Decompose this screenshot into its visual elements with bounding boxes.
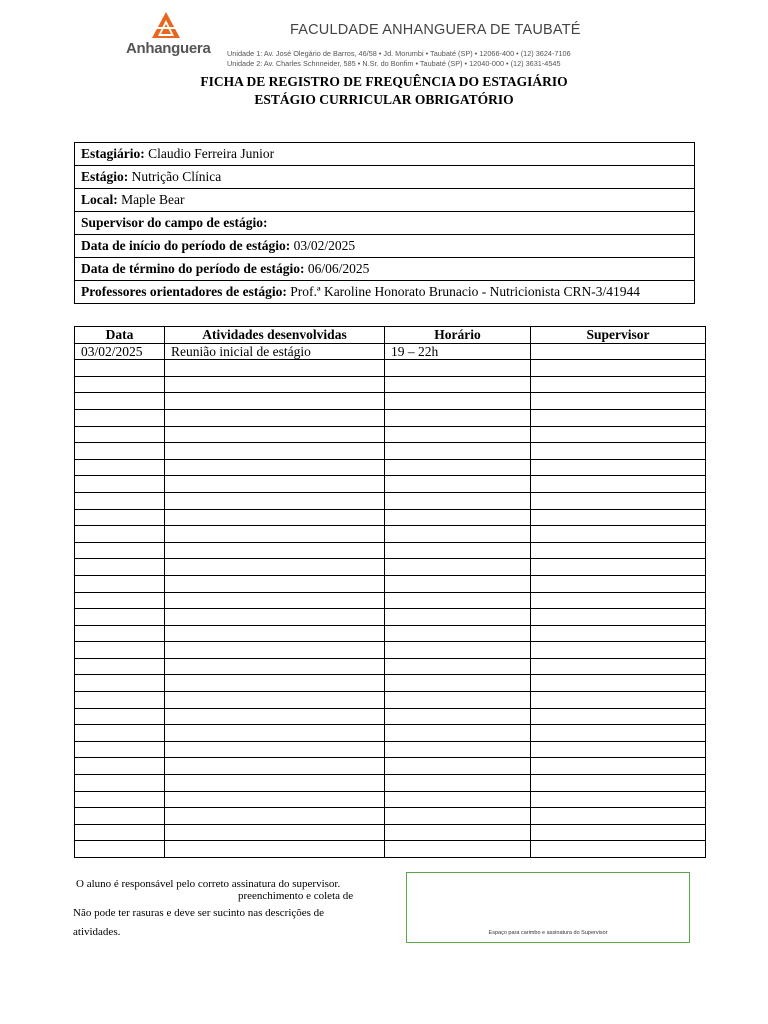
col-header-atividades: Atividades desenvolvidas <box>165 327 385 344</box>
cell-atividade <box>165 758 385 775</box>
cell-data <box>75 376 165 393</box>
cell-horario <box>385 393 531 410</box>
cell-supervisor <box>531 459 706 476</box>
cell-atividade <box>165 426 385 443</box>
table-row <box>75 841 706 858</box>
info-row-termino <box>75 258 695 281</box>
cell-supervisor <box>531 575 706 592</box>
cell-atividade <box>165 393 385 410</box>
info-row-inicio <box>75 235 695 258</box>
table-row <box>75 625 706 642</box>
cell-atividade <box>165 725 385 742</box>
estagiario-value: Claudio Ferreira Junior <box>148 146 275 161</box>
cell-supervisor <box>531 824 706 841</box>
cell-atividade <box>165 692 385 709</box>
form-subtitle: ESTÁGIO CURRICULAR OBRIGATÓRIO <box>254 92 514 107</box>
cell-horario <box>385 642 531 659</box>
table-row <box>75 609 706 626</box>
intern-info-table <box>74 142 695 304</box>
cell-data <box>75 509 165 526</box>
cell-atividade <box>165 360 385 377</box>
logo-wordmark: Anhanguera <box>126 40 211 57</box>
cell-supervisor <box>531 642 706 659</box>
cell-horario <box>385 592 531 609</box>
cell-data <box>75 559 165 576</box>
cell-atividade <box>165 409 385 426</box>
cell-horario <box>385 658 531 675</box>
cell-data <box>75 459 165 476</box>
cell-horario <box>385 509 531 526</box>
cell-data <box>75 592 165 609</box>
cell-atividade <box>165 476 385 493</box>
cell-data <box>75 741 165 758</box>
cell-supervisor <box>531 675 706 692</box>
table-row <box>75 360 706 377</box>
cell-supervisor <box>531 592 706 609</box>
table-row <box>75 376 706 393</box>
unit-1-address: Unidade 1: Av. José Olegário de Barros, 46/58 • Jd. Morumbi • Taubaté (SP) • 12066-400 • (12) 3624-7106 <box>227 49 571 58</box>
cell-supervisor <box>531 559 706 576</box>
cell-horario <box>385 526 531 543</box>
institution-name: FACULDADE ANHANGUERA DE TAUBATÉ <box>290 22 581 38</box>
table-row <box>75 592 706 609</box>
cell-data <box>75 360 165 377</box>
cell-atividade <box>165 775 385 792</box>
cell-atividade <box>165 708 385 725</box>
estagiario-label: Estagiário: <box>81 146 145 161</box>
cell-horario <box>385 675 531 692</box>
cell-data <box>75 692 165 709</box>
footer-note-3: Não pode ter rasuras e deve ser sucinto nas descrições de <box>73 907 325 919</box>
estagio-value: Nutrição Clínica <box>131 169 222 184</box>
cell-atividade <box>165 376 385 393</box>
table-row <box>75 824 706 841</box>
table-row <box>75 476 706 493</box>
cell-data <box>75 808 165 825</box>
col-header-supervisor: Supervisor <box>531 327 706 344</box>
table-row <box>75 741 706 758</box>
cell-horario <box>385 459 531 476</box>
cell-atividade <box>165 625 385 642</box>
col-header-data: Data <box>75 327 165 344</box>
cell-data <box>75 409 165 426</box>
supervisor-stamp-box <box>406 872 690 943</box>
cell-atividade <box>165 492 385 509</box>
table-row <box>75 791 706 808</box>
cell-horario <box>385 708 531 725</box>
cell-horario <box>385 426 531 443</box>
cell-supervisor <box>531 841 706 858</box>
cell-atividade <box>165 808 385 825</box>
cell-supervisor <box>531 758 706 775</box>
cell-horario <box>385 476 531 493</box>
cell-supervisor <box>531 692 706 709</box>
cell-data <box>75 708 165 725</box>
termino-label: Data de término do período de estágio: <box>81 261 305 276</box>
inicio-value: 03/02/2025 <box>293 238 356 253</box>
cell-horario <box>385 841 531 858</box>
cell-horario <box>385 625 531 642</box>
page-header <box>0 0 768 74</box>
cell-supervisor <box>531 808 706 825</box>
cell-atividade <box>165 791 385 808</box>
cell-supervisor <box>531 609 706 626</box>
cell-horario <box>385 360 531 377</box>
cell-supervisor <box>531 708 706 725</box>
cell-atividade <box>165 443 385 460</box>
cell-supervisor <box>531 343 706 360</box>
footer-note-1: O aluno é responsável pelo correto assinatura do supervisor. <box>76 878 341 890</box>
cell-data <box>75 642 165 659</box>
form-title: FICHA DE REGISTRO DE FREQUÊNCIA DO ESTAGIÁRIO <box>200 74 568 89</box>
table-row <box>75 426 706 443</box>
cell-data <box>75 492 165 509</box>
cell-data <box>75 791 165 808</box>
cell-supervisor <box>531 443 706 460</box>
table-row <box>75 758 706 775</box>
cell-horario <box>385 808 531 825</box>
cell-atividade <box>165 575 385 592</box>
cell-horario <box>385 741 531 758</box>
cell-atividade <box>165 592 385 609</box>
cell-supervisor <box>531 791 706 808</box>
cell-data <box>75 841 165 858</box>
table-row <box>75 658 706 675</box>
cell-horario <box>385 775 531 792</box>
info-row-local <box>75 189 695 212</box>
cell-atividade <box>165 675 385 692</box>
cell-supervisor <box>531 409 706 426</box>
estagio-label: Estágio: <box>81 169 129 184</box>
cell-atividade <box>165 459 385 476</box>
cell-atividade <box>165 741 385 758</box>
table-row <box>75 775 706 792</box>
cell-horario <box>385 609 531 626</box>
cell-data <box>75 625 165 642</box>
cell-horario <box>385 409 531 426</box>
cell-supervisor <box>531 725 706 742</box>
table-row <box>75 642 706 659</box>
cell-supervisor <box>531 775 706 792</box>
cell-supervisor <box>531 526 706 543</box>
cell-data <box>75 526 165 543</box>
col-header-horario: Horário <box>385 327 531 344</box>
cell-data <box>75 426 165 443</box>
info-row-professores <box>75 281 695 304</box>
footer-note-2: preenchimento e coleta de <box>238 890 354 902</box>
cell-horario <box>385 443 531 460</box>
attendance-log-table <box>74 326 706 858</box>
cell-supervisor <box>531 741 706 758</box>
info-row-supervisor <box>75 212 695 235</box>
cell-data <box>75 725 165 742</box>
cell-atividade <box>165 559 385 576</box>
cell-supervisor <box>531 376 706 393</box>
cell-atividade <box>165 526 385 543</box>
table-row <box>75 559 706 576</box>
log-header-row <box>75 327 706 344</box>
local-label: Local: <box>81 192 118 207</box>
cell-horario <box>385 758 531 775</box>
cell-atividade <box>165 542 385 559</box>
table-row <box>75 692 706 709</box>
cell-horario <box>385 692 531 709</box>
cell-data <box>75 658 165 675</box>
cell-data <box>75 775 165 792</box>
table-row <box>75 443 706 460</box>
cell-horario <box>385 791 531 808</box>
anhanguera-logo <box>126 10 211 66</box>
table-row <box>75 675 706 692</box>
cell-data: 03/02/2025 <box>75 343 165 360</box>
cell-horario <box>385 559 531 576</box>
cell-atividade <box>165 841 385 858</box>
cell-horario: 19 – 22h <box>385 343 531 360</box>
cell-data <box>75 824 165 841</box>
local-value: Maple Bear <box>121 192 185 207</box>
table-row <box>75 409 706 426</box>
cell-supervisor <box>531 476 706 493</box>
cell-atividade <box>165 509 385 526</box>
cell-horario <box>385 824 531 841</box>
table-row <box>75 542 706 559</box>
cell-supervisor <box>531 426 706 443</box>
cell-data <box>75 542 165 559</box>
professores-value: Prof.ª Karoline Honorato Brunacio - Nutricionista CRN-3/41944 <box>290 284 641 299</box>
cell-data <box>75 609 165 626</box>
table-row <box>75 526 706 543</box>
cell-data <box>75 758 165 775</box>
info-row-estagio <box>75 166 695 189</box>
supervisor-label: Supervisor do campo de estágio: <box>81 215 268 230</box>
inicio-label: Data de início do período de estágio: <box>81 238 291 253</box>
cell-supervisor <box>531 360 706 377</box>
info-row-estagiario <box>75 143 695 166</box>
cell-supervisor <box>531 542 706 559</box>
cell-horario <box>385 492 531 509</box>
unit-2-address: Unidade 2: Av. Charles Schnneider, 585 • N.Sr. do Bonfim • Taubaté (SP) • 12040-000 • (12) 3631-4545 <box>227 59 561 68</box>
cell-horario <box>385 542 531 559</box>
cell-atividade <box>165 642 385 659</box>
cell-atividade: Reunião inicial de estágio <box>165 343 385 360</box>
log-body <box>75 343 706 857</box>
cell-atividade <box>165 658 385 675</box>
professores-label: Professores orientadores de estágio: <box>81 284 287 299</box>
cell-horario <box>385 725 531 742</box>
table-row <box>75 492 706 509</box>
cell-atividade <box>165 824 385 841</box>
table-row <box>75 725 706 742</box>
table-row <box>75 343 706 360</box>
logo-triangle-icon <box>126 10 206 42</box>
table-row <box>75 459 706 476</box>
cell-data <box>75 443 165 460</box>
termino-value: 06/06/2025 <box>307 261 370 276</box>
cell-atividade <box>165 609 385 626</box>
cell-data <box>75 476 165 493</box>
table-row <box>75 575 706 592</box>
stamp-caption: Espaço para carimbo e assinatura do Supervisor <box>488 930 608 936</box>
cell-supervisor <box>531 393 706 410</box>
cell-horario <box>385 376 531 393</box>
table-row <box>75 393 706 410</box>
cell-supervisor <box>531 658 706 675</box>
table-row <box>75 509 706 526</box>
cell-data <box>75 575 165 592</box>
cell-data <box>75 675 165 692</box>
cell-supervisor <box>531 509 706 526</box>
table-row <box>75 808 706 825</box>
cell-supervisor <box>531 492 706 509</box>
cell-data <box>75 393 165 410</box>
cell-horario <box>385 575 531 592</box>
table-row <box>75 708 706 725</box>
footer-note-4: atividades. <box>73 926 121 938</box>
cell-supervisor <box>531 625 706 642</box>
